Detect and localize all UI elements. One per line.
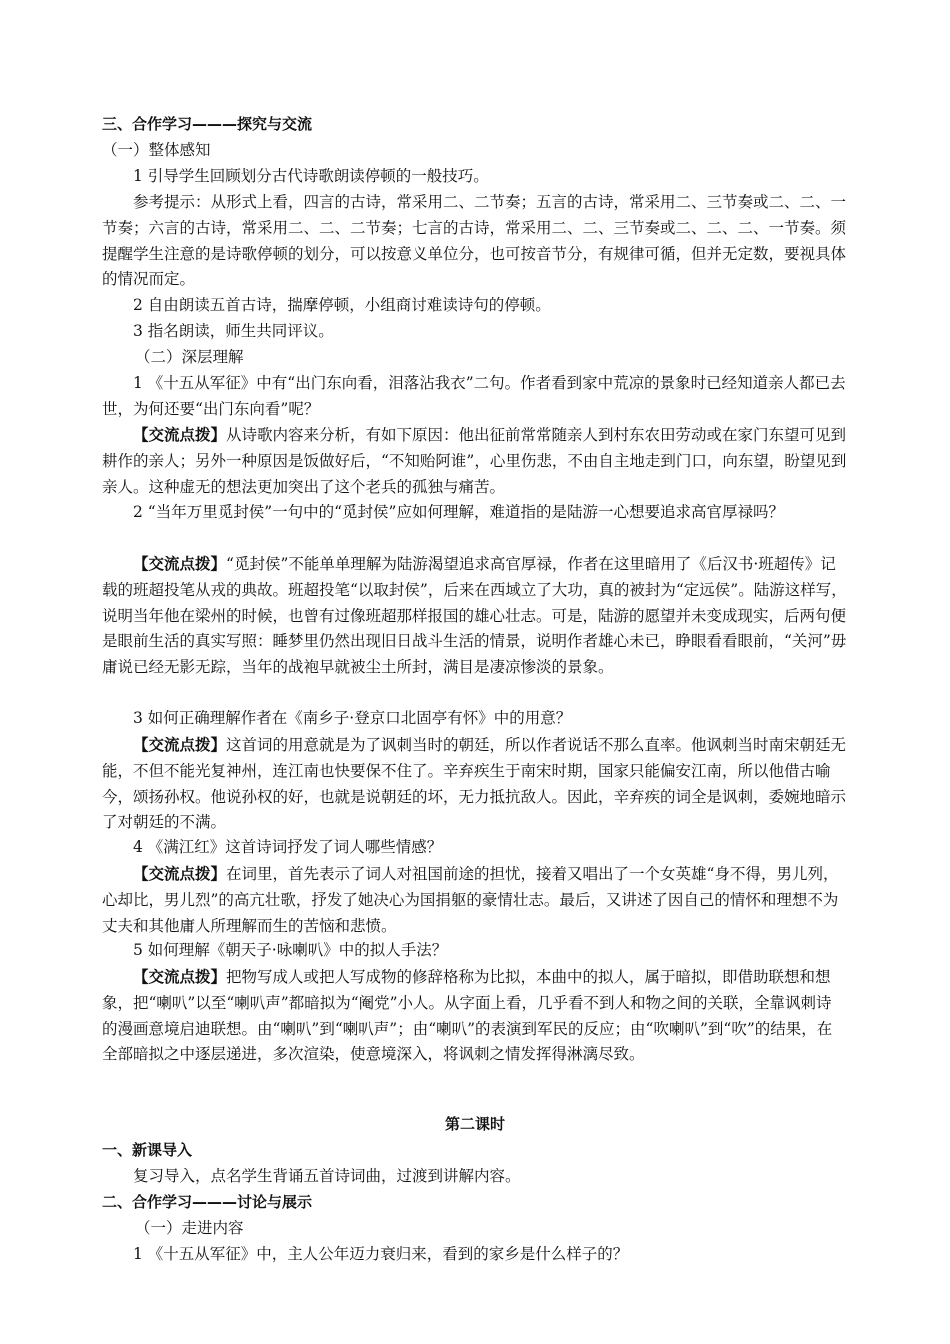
paragraph: 3 指名朗读，师生共同评议。 (133, 322, 334, 340)
answer-label: 【交流点拨】 (133, 425, 227, 444)
subsection-deep: （二）深层理解 (135, 348, 244, 366)
paragraph: 参考提示：从形式上看，四言的古诗，常采用二、二节奏；五言的古诗，常采用二、三节奏或二、二、一节奏；六言的古诗，常采用二、二、二节奏；七言的古诗，常采用二、二、三节奏或二、二、二、一节奏。须提醒学生注意的是诗歌停顿的划分，可以按意义单位分，也可按音节分，有规律可循，但并无定数，要视具体的情况而定。 (102, 193, 847, 289)
answer-label: 【交流点拨】 (133, 735, 227, 754)
question: 3 如何正确理解作者在《南乡子·登京口北固亭有怀》中的用意？ (133, 709, 572, 727)
lesson-title: 第二课时 (444, 1115, 505, 1133)
answer (102, 861, 847, 939)
subsection-content: （一）走进内容 (135, 1219, 244, 1237)
answer (102, 964, 847, 1068)
question: 5 如何理解《朝天子·咏喇叭》中的拟人手法？ (133, 941, 448, 959)
answer (102, 551, 847, 681)
question: 2 “当年万里觅封侯”一句中的“觅封侯”应如何理解，难道指的是陆游一心想要追求高官厚禄吗？ (133, 503, 784, 521)
question: 1 《十五从军征》中有“出门东向看，泪落沾我衣”二句。作者看到家中荒凉的景象时已经知道亲人都已去世，为何还要“出门东向看”呢？ (102, 374, 846, 418)
section-heading-2: 二、合作学习———讨论与展示 (102, 1193, 313, 1211)
answer (102, 732, 847, 836)
question: 4 《满江红》这首诗词抒发了词人哪些情感？ (133, 838, 443, 856)
answer-text: “觅封侯”不能单单理解为陆游渴望追求高官厚禄，作者在这里暗用了《后汉书·班超传》记载的班超投笔从戎的典故。班超投笔“以取封侯”，后来在西域立了大功，真的被封为“定远侯”。陆游这样写，说明当年他在梁州的时候，也曾有过像班超那样报国的雄心壮志。可是，陆游的愿望并未变成现实，后两句便是眼前生活的真实写照：睡梦里仍然出现旧日战斗生活的情景，说明作者雄心未已，睁眼看看眼前，“关河”毋庸说已经无影无踪，当年的战袍早就被尘土所封，满目是凄凉惨淡的景象。 (102, 555, 847, 677)
answer (102, 422, 847, 500)
paragraph: 复习导入，点名学生背诵五首诗词曲，过渡到讲解内容。 (133, 1167, 521, 1185)
answer-text: 这首词的用意就是为了讽刺当时的朝廷，所以作者说话不那么直率。他讽刺当时南宋朝廷无能，不但不能光复神州，连江南也快要保不住了。辛弃疾生于南宋时期，国家只能偏安江南，所以他借古喻今，颂扬孙权。他说孙权的好，也就是说朝廷的坏，无力抵抗敌人。因此，辛弃疾的词全是讽刺，委婉地暗示了对朝廷的不满。 (102, 736, 847, 832)
subsection-overall: （一）整体感知 (102, 141, 211, 159)
answer-label: 【交流点拨】 (133, 864, 227, 883)
answer-text: 从诗歌内容来分析，有如下原因：他出征前常常随亲人到村东农田劳动或在家门东望可见到耕作的亲人；另外一种原因是饭做好后，“不知贻阿谁”，心里伤悲，不由自主地走到门口，向东望，盼望见到亲人。这种虚无的想法更加突出了这个老兵的孤独与痛苦。 (102, 426, 847, 496)
answer-label: 【交流点拨】 (133, 554, 227, 573)
paragraph: 2 自由朗读五首古诗，揣摩停顿，小组商讨难读诗句的停顿。 (133, 296, 551, 314)
section-heading-1: 一、新课导入 (102, 1141, 193, 1159)
answer-label: 【交流点拨】 (133, 967, 227, 986)
answer-text: 在词里，首先表示了词人对祖国前途的担忧，接着又唱出了一个女英雄“身不得，男儿列，心却比，男儿烈”的高亢壮歌，抒发了她决心为国捐躯的豪情壮志。最后，又讲述了因自己的情怀和理想不为丈夫和其他庸人所理解而生的苦恼和悲愤。 (102, 865, 839, 935)
section-heading-3: 三、合作学习———探究与交流 (102, 115, 313, 133)
question: 1 《十五从军征》中，主人公年迈力衰归来，看到的家乡是什么样子的？ (133, 1245, 629, 1263)
answer-text: 把物写成人或把人写成物的修辞格称为比拟，本曲中的拟人，属于暗拟，即借助联想和想象，把“喇叭”以至“喇叭声”都暗拟为“阉党”小人。从字面上看，几乎看不到人和物之间的关联，全靠讽刺诗的漫画意境启迪联想。由“喇叭”到“喇叭声”；由“喇叭”的表演到军民的反应；由“吹喇叭”到“吹”的结果，在全部暗拟之中逐层递进，多次渲染，使意境深入，将讽刺之情发挥得淋漓尽致。 (102, 968, 833, 1064)
paragraph: 1 引导学生回顾划分古代诗歌朗读停顿的一般技巧。 (133, 167, 489, 185)
